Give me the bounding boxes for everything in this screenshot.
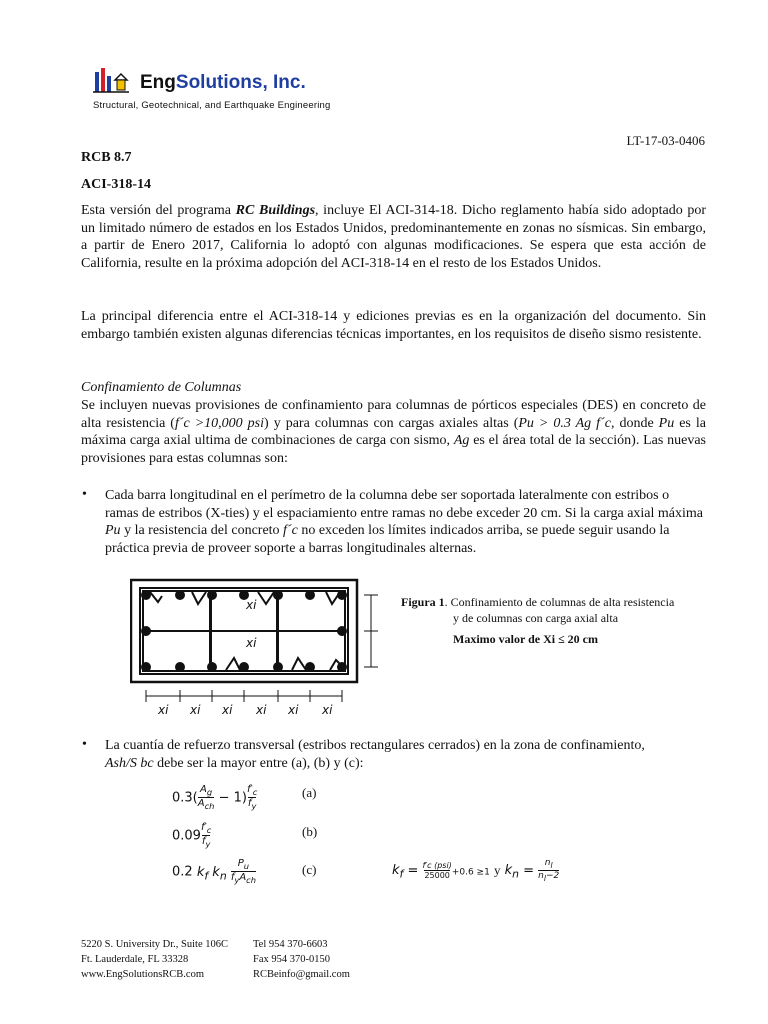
bullet-marker-1: • [82, 487, 87, 502]
equation-b-label: (b) [302, 824, 318, 839]
xi-label-vertical-2: xi [246, 636, 257, 650]
column-confinement-diagram [130, 578, 400, 718]
equation-kf-kn: $k_f = f'c$ (psi) 25000 +0.6 ≥1 y $k_n = \frac{n_l}{n_l-2}$ [392, 858, 560, 883]
bullet-marker-2: • [82, 737, 87, 752]
footer-address2: Ft. Lauderdale, FL 33328 [81, 954, 189, 965]
company-name-part1: Eng [140, 72, 176, 93]
equation-b: $0.09\frac{f'_c}{f_y}$ [172, 822, 212, 849]
xi-label-5: xi [288, 703, 299, 717]
equation-c-label: (c) [302, 862, 317, 877]
kf-tail: +0.6 ≥1 [451, 867, 490, 878]
bullet1-pu: Pu [105, 523, 121, 539]
bullet1-fc: f´c [283, 523, 298, 539]
xi-label-2: xi [190, 703, 201, 717]
bullet2-text1: La cuantía de refuerzo transversal (estribos rectangulares cerrados) en la zona de confinamiento, [105, 738, 645, 753]
para1-text1: Esta versión del programa [81, 203, 236, 218]
company-name-part2: Solutions, Inc. [175, 72, 306, 93]
company-tagline: Structural, Geotechnical, and Earthquake Engineering [93, 100, 331, 111]
xi-label-1: xi [158, 703, 169, 717]
pu-condition: Pu > 0.3 Ag f´c [518, 415, 611, 431]
ash-ratio: Ash/S bc [105, 755, 154, 771]
footer-tel: Tel 954 370-6603 [253, 939, 328, 950]
footer-contact [81, 937, 350, 982]
para3-text5: es el área total de la sección). Las nuevas provisiones para estas columnas son: [81, 433, 706, 466]
para3-text2: ) y para columnas con cargas axiales altas ( [264, 415, 519, 431]
equation-conjunction: y [493, 862, 501, 878]
company-name [140, 72, 306, 94]
xi-label-6: xi [322, 703, 333, 717]
fc-condition: f´c >10,000 psi [174, 415, 265, 431]
heading-rcb: RCB 8.7 [81, 150, 132, 165]
document-reference: LT-17-03-0406 [626, 133, 705, 148]
bullet-item-2 [105, 737, 705, 772]
figure-label: Figura 1 [401, 595, 445, 609]
equation-a-label: (a) [302, 785, 317, 800]
footer-email-link[interactable]: RCBeinfo@gmail.com [253, 969, 350, 980]
paragraph-differences: La principal diferencia entre el ACI-318-14 y ediciones previas es en la organización del documento. Sin embargo también existen algunas diferencias técnicas importantes, en los requisitos de diseño sismo resistente. [81, 309, 706, 342]
figure-caption-line1: . Confinamiento de columnas de alta resistencia [444, 595, 675, 609]
ag-symbol: Ag [453, 433, 470, 449]
bullet2-text2: debe ser la mayor entre (a), (b) y (c): [153, 755, 364, 771]
equation-a: $0.3(A_g$ $A_{ch} - 1)\frac{f'_c}{f_y}$ [172, 784, 258, 811]
equation-c: 0.2 $k_f$ $k_n$ $P_u$ $f_yA_{ch}$ [172, 858, 257, 885]
company-logo-icon [93, 66, 137, 94]
bullet1-text2: y la resistencia del concreto [120, 523, 284, 539]
xi-label-4: xi [256, 703, 267, 717]
para3-text4: es la máxima carga axial ultima de combinaciones de carga con sismo, [81, 415, 706, 449]
para3-text1: Se incluyen nuevas provisiones de confinamiento para columnas de pórticos especiales (DES) en concreto de alta resistencia ( [81, 398, 706, 431]
footer-fax: Fax 954 370-0150 [253, 954, 330, 965]
footer-website-link[interactable]: www.EngSolutionsRCB.com [81, 969, 204, 980]
xi-label-3: xi [222, 703, 233, 717]
program-name: RC Buildings [235, 203, 316, 218]
section-title: Confinamiento de Columnas [81, 380, 242, 395]
bullet1-text3: no exceden los límites indicados arriba, se puede seguir usando la práctica previa de proveer soporte a barras longitudinales alternas. [105, 523, 670, 556]
xi-label-vertical-1: xi [246, 598, 257, 612]
footer-address1: 5220 S. University Dr., Suite 106C [81, 939, 229, 950]
figure-caption [401, 594, 701, 647]
para3-text3: , donde [610, 415, 659, 431]
figure-max-spacing: Maximo valor de Xi ≤ 20 cm [453, 632, 599, 646]
paragraph-confinement [81, 397, 706, 467]
heading-aci: ACI-318-14 [81, 177, 151, 192]
para1-text2: , incluye El ACI-314-18. Dicho reglamento había sido adoptado por un limitado número de estados en los Estados Unidos, predominantemente en zonas no sísmicas. Sin embargo, a partir de Enero 2017, California lo adoptó con algunas modificaciones. Se espera que esta acción de California, resulte en la próxima adopción del ACI-318-14 en el resto de los Estados Unidos. [81, 203, 707, 271]
pu-symbol: Pu [658, 415, 675, 431]
paragraph-intro [81, 202, 706, 272]
bullet-item-1 [105, 487, 705, 557]
bullet1-text1: Cada barra longitudinal en el perímetro de la columna debe ser soportada lateralmente con estribos o ramas de estribos (X-ties) y el espaciamiento entre ramas no debe exceder 20 cm. Si la carga axial máxima [105, 488, 704, 521]
figure-caption-line2: y de columnas con carga axial alta [453, 611, 619, 625]
